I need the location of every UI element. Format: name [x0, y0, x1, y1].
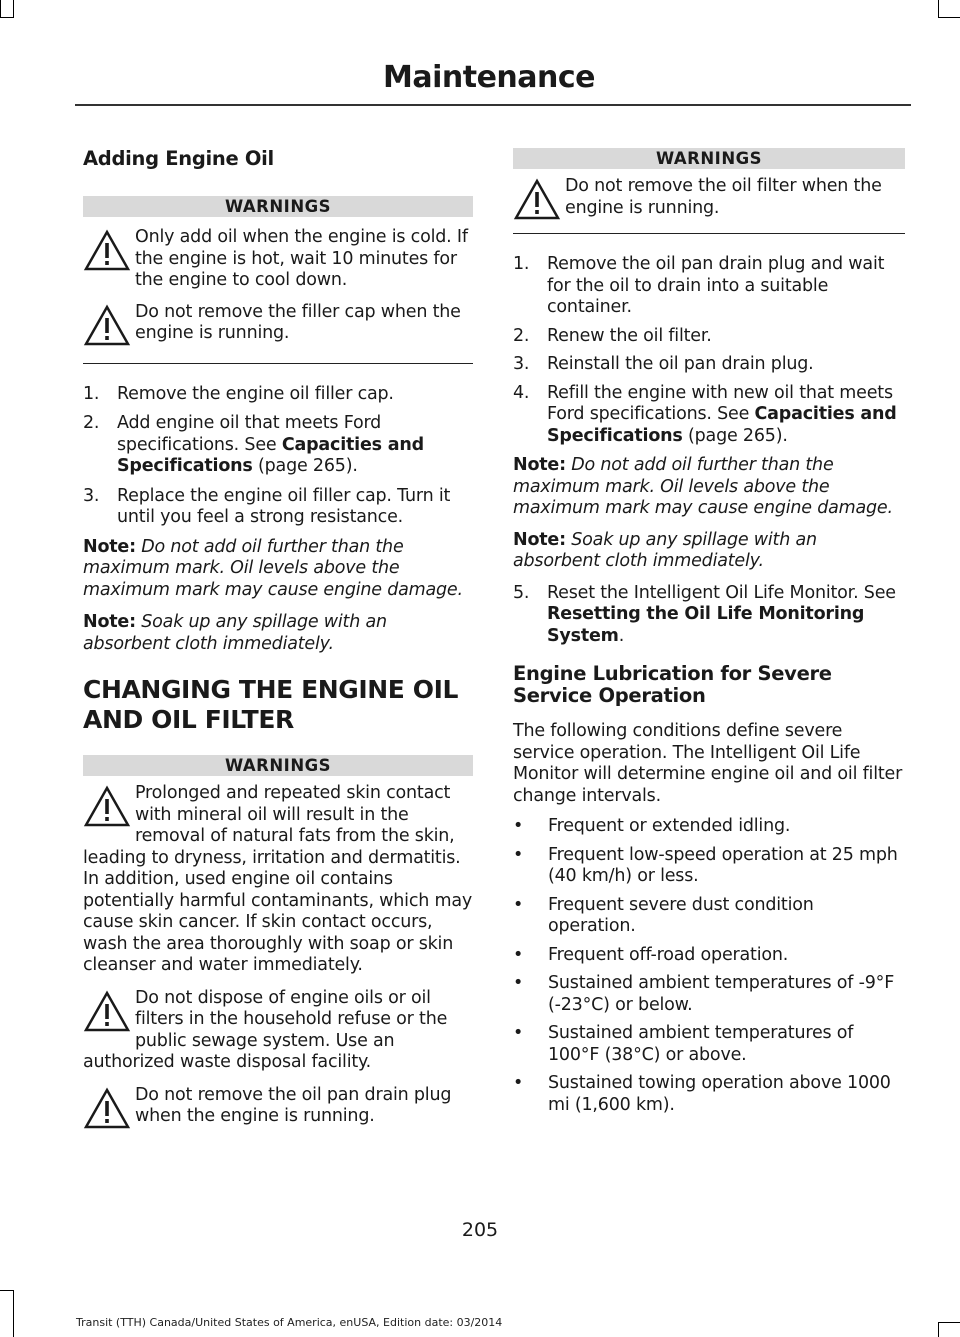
step-text: Remove the engine oil filler cap. [117, 383, 394, 404]
warnings-header: WARNINGS [83, 196, 473, 217]
step-text: Refill the engine with new oil that meets Ford specifications. See [547, 382, 893, 424]
step-text: Renew the oil filter. [547, 325, 712, 346]
step-text: Replace the engine oil filler cap. Turn it until you feel a strong resistance. [117, 485, 451, 527]
left-column [83, 140, 473, 1131]
bullet: • [513, 894, 524, 915]
steps-list [83, 384, 473, 529]
note-label: Note: [83, 612, 136, 632]
warning-item [83, 1085, 473, 1128]
step-number: 2. [513, 325, 530, 346]
warning-text: Do not remove the filler cap when the engine is running. [135, 301, 461, 343]
note [83, 612, 473, 655]
step-text: Reinstall the oil pan drain plug. [547, 354, 814, 374]
list-item-text: Frequent off-road operation. [548, 944, 789, 965]
list-item [513, 326, 905, 348]
warning-item [83, 988, 473, 1074]
list-item-text: Sustained ambient temperatures of -9°F (-23°C) or below. [548, 973, 895, 1015]
step-text: Add engine oil that meets Ford specifications. See [117, 413, 382, 455]
page-reference: (page 265). [682, 425, 788, 446]
page-title: Maintenance [382, 60, 595, 95]
section-heading-changing-oil-2: AND OIL FILTER [83, 705, 294, 734]
crop-mark [938, 1322, 960, 1323]
paragraph: The following conditions define severe service operation. The Intelligent Oil Life Monitor will determine engine oil and oil filter change intervals. [513, 721, 903, 806]
list-item [513, 1073, 905, 1116]
note-text: Soak up any spillage with an absorbent cloth immediately. [83, 612, 387, 654]
warning-item [83, 302, 473, 364]
list-item-text: Frequent severe dust condition operation. [548, 894, 814, 936]
crop-mark [938, 0, 939, 18]
step-number: 1. [83, 383, 100, 404]
list-item [513, 383, 905, 448]
warning-triangle-icon [83, 990, 131, 1034]
crop-mark [938, 1322, 939, 1337]
conditions-list [513, 816, 905, 1116]
warning-triangle-icon [83, 229, 131, 273]
warning-triangle-icon [83, 1087, 131, 1131]
note-label: Note: [83, 536, 136, 557]
list-item [513, 354, 905, 376]
crop-mark [938, 17, 960, 18]
crop-mark [13, 1290, 14, 1337]
steps-list [513, 254, 905, 447]
step-number: 3. [513, 354, 530, 374]
note [513, 455, 905, 520]
list-item [513, 973, 905, 1016]
bullet: • [513, 1023, 524, 1043]
step-number: 4. [513, 382, 530, 403]
note-label: Note: [513, 529, 566, 550]
list-item [83, 486, 473, 529]
bullet: • [513, 944, 524, 965]
note [83, 537, 473, 602]
note [513, 530, 905, 573]
crop-mark [0, 0, 1, 18]
section-heading-adding-engine-oil: Adding Engine Oil [83, 147, 274, 170]
bullet: • [513, 816, 524, 836]
cross-reference-link[interactable]: Resetting the Oil Life Monitoring System [547, 604, 865, 646]
note-label: Note: [513, 455, 566, 475]
warning-item [83, 783, 473, 977]
step-number: 3. [83, 485, 100, 506]
list-item [83, 384, 473, 406]
step-text: Reset the Intelligent Oil Life Monitor. See [547, 582, 896, 603]
bullet: • [513, 844, 524, 865]
bullet: • [513, 973, 524, 993]
list-item-text: Frequent or extended idling. [548, 816, 791, 836]
step-text: Remove the oil pan drain plug and wait for the oil to drain into a suitable container. [547, 254, 885, 317]
warnings-header: WARNINGS [513, 148, 905, 169]
list-item [513, 845, 905, 888]
list-item-text: Sustained towing operation above 1000 mi (1,600 km). [548, 1073, 891, 1115]
header-divider [75, 104, 911, 106]
warning-text: Only add oil when the engine is cold. If the engine is hot, wait 10 minutes for the engine to cool down. [135, 227, 468, 290]
note-text: Soak up any spillage with an absorbent cloth immediately. [513, 529, 817, 571]
page-reference: (page 265). [252, 456, 358, 476]
cross-reference-link[interactable]: Capacities and Specifications [117, 434, 424, 476]
section-heading-severe-service: Engine Lubrication for Severe Service Operation [513, 662, 832, 707]
warning-text: Prolonged and repeated skin contact with mineral oil will result in the removal of natural fats from the skin, leading to dryness, irritation and dermatitis. In addition, used engine oil contains potentially harmful contaminants, which may cause skin cancer. If skin contact occurs, wash the area thoroughly with soap or skin cleanser and water immediately. [83, 783, 473, 975]
crop-mark [0, 17, 14, 18]
crop-mark [13, 0, 14, 18]
warning-item [513, 176, 905, 234]
list-item-text: Sustained ambient temperatures of 100°F (38°C) or above. [548, 1023, 854, 1065]
list-item [513, 895, 905, 938]
list-item [513, 1023, 905, 1066]
cross-reference-link[interactable]: Capacities and Specifications [547, 404, 897, 446]
page-number: 205 [461, 1219, 499, 1241]
list-item [513, 254, 905, 319]
list-item [83, 413, 473, 478]
footer-edition-info: Transit (TTH) Canada/United States of America, enUSA, Edition date: 03/2014 [76, 1316, 503, 1329]
step-number: 2. [83, 413, 100, 433]
list-item [513, 816, 905, 838]
section-heading-changing-oil: CHANGING THE ENGINE OIL [83, 675, 459, 704]
list-item [513, 945, 905, 967]
bullet: • [513, 1073, 524, 1093]
right-column [513, 140, 905, 1116]
warning-item [83, 227, 473, 292]
warning-triangle-icon [83, 304, 131, 348]
steps-list-continued [513, 583, 905, 648]
step-number: 5. [513, 582, 530, 603]
warning-triangle-icon [83, 785, 131, 829]
crop-mark [0, 1290, 14, 1291]
step-text: . [618, 625, 625, 646]
step-number: 1. [513, 254, 530, 274]
warning-text: Do not remove the oil pan drain plug when the engine is running. [135, 1084, 452, 1126]
note-text: Do not add oil further than the maximum mark. Oil levels above the maximum mark may cause engine damage. [83, 536, 463, 600]
warning-text: Do not dispose of engine oils or oil filters in the household refuse or the public sewage system. Use an authorized waste disposal facility. [83, 987, 448, 1072]
list-item [513, 583, 905, 648]
warnings-header: WARNINGS [83, 755, 473, 776]
warning-triangle-icon [513, 178, 561, 222]
note-text: Do not add oil further than the maximum mark. Oil levels above the maximum mark may cause engine damage. [513, 455, 893, 518]
warning-text: Do not remove the oil filter when the engine is running. [565, 176, 882, 218]
list-item-text: Frequent low-speed operation at 25 mph (40 km/h) or less. [548, 844, 898, 886]
